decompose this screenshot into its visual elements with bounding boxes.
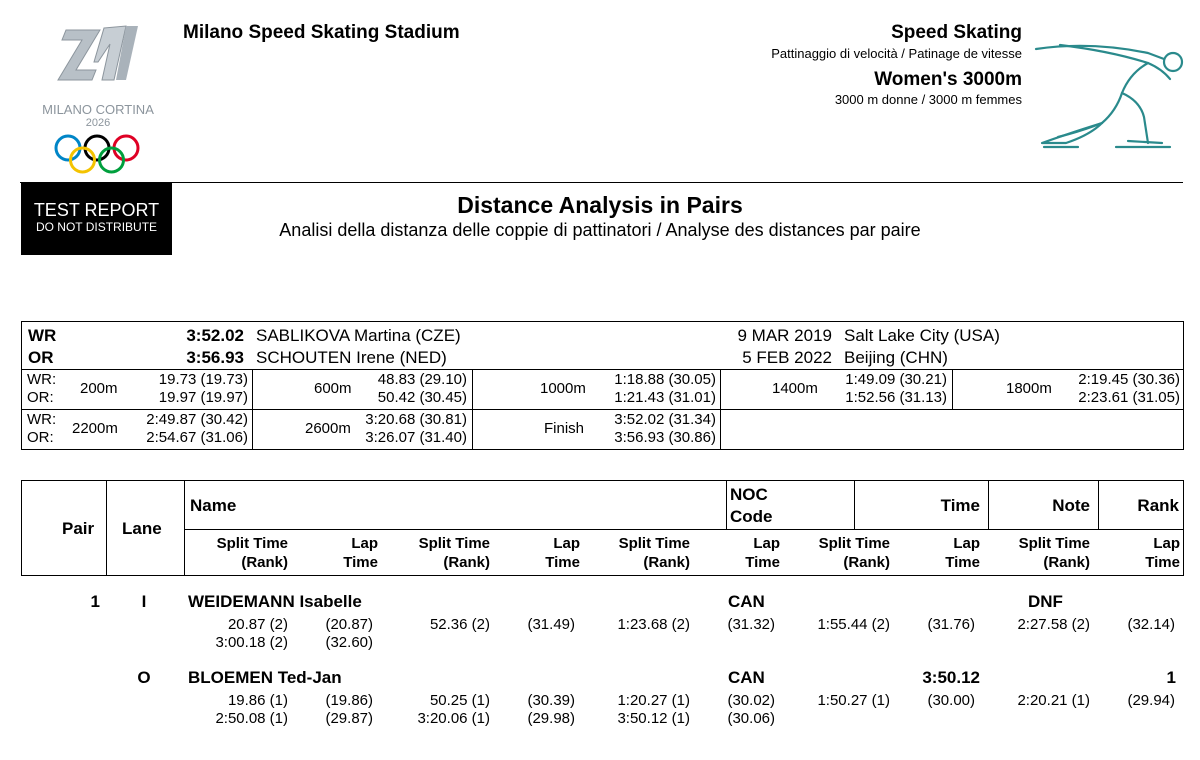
- lap-time: (32.60): [325, 634, 373, 651]
- split-or-label: OR:: [27, 389, 54, 406]
- col-lane: Lane: [122, 519, 162, 538]
- col-noc-line1: NOC: [730, 485, 768, 504]
- split-time: 1:23.68 (2): [617, 616, 690, 633]
- wr-time: 3:52.02: [186, 326, 244, 345]
- noc-code: CAN: [728, 592, 765, 611]
- logo-emblem: [28, 18, 168, 178]
- or-place: Beijing (CHN): [844, 348, 948, 367]
- split-wr-label: WR:: [27, 411, 57, 428]
- results-header: [21, 480, 1184, 576]
- logo-text: MILANO CORTINA: [42, 102, 154, 117]
- split-wr-label: WR:: [27, 371, 57, 388]
- split-time: 19.86 (1): [227, 692, 288, 709]
- split-or-value: 2:23.61 (31.05): [1078, 389, 1180, 406]
- olympic-rings-icon: [56, 136, 138, 172]
- lap-time: (29.94): [1127, 692, 1175, 709]
- header-divider: [20, 182, 1183, 183]
- split-wr-value: 2:49.87 (30.42): [146, 411, 248, 428]
- col-split-time: Split Time (Rank): [618, 535, 690, 571]
- event-subtitle: 3000 m donne / 3000 m femmes: [834, 92, 1022, 107]
- col-lap-time: Lap Time: [545, 535, 580, 571]
- badge-line-2: DO NOT DISTRIBUTE: [35, 220, 158, 234]
- col-noc-line2: Code: [730, 507, 773, 526]
- split-dist: 1800m: [1006, 380, 1052, 397]
- lap-time: (30.06): [727, 710, 775, 727]
- split-dist: 600m: [314, 380, 352, 397]
- col-name: Name: [190, 496, 237, 515]
- event-title: Women's 3000m: [874, 69, 1022, 90]
- split-wr-value: 1:49.09 (30.21): [845, 371, 947, 388]
- split-or-value: 3:56.93 (30.86): [614, 429, 716, 446]
- split-wr-value: 48.83 (29.10): [377, 371, 467, 388]
- or-date: 5 FEB 2022: [742, 348, 832, 367]
- col-lap-time: Lap Time: [1145, 535, 1180, 571]
- sport-subtitle: Pattinaggio di velocità / Patinage de vitesse: [771, 46, 1022, 61]
- col-pair: Pair: [62, 519, 95, 538]
- or-time: 3:56.93: [186, 348, 244, 367]
- sport-title: Speed Skating: [891, 22, 1022, 43]
- final-time: 3:50.12: [922, 668, 980, 687]
- lap-time: (30.00): [927, 692, 975, 709]
- split-wr-value: 1:18.88 (30.05): [614, 371, 716, 388]
- report-title: Distance Analysis in Pairs: [457, 192, 743, 218]
- logo-year: 2026: [85, 117, 111, 129]
- wr-place: Salt Lake City (USA): [844, 326, 1000, 345]
- split-or-value: 19.97 (19.97): [158, 389, 248, 406]
- milano-cortina-logo: [28, 18, 168, 178]
- col-split-time: Split Time (Rank): [1018, 535, 1090, 571]
- split-or-value: 1:52.56 (31.13): [845, 389, 947, 406]
- rank: 1: [1166, 668, 1176, 687]
- col-split-time: Split Time (Rank): [418, 535, 490, 571]
- col-lap-time: Lap Time: [343, 535, 378, 571]
- report-subtitle: Analisi della distanza delle coppie di pattinatori / Analyse des distances par paire: [279, 220, 921, 240]
- split-time: 20.87 (2): [227, 616, 288, 633]
- split-dist: 200m: [80, 380, 118, 397]
- lap-time: (31.76): [927, 616, 975, 633]
- test-report-badge: [21, 183, 172, 255]
- split-time: 1:50.27 (1): [817, 692, 890, 709]
- lap-time: (30.02): [727, 692, 775, 709]
- noc-code: CAN: [728, 668, 765, 687]
- wr-holder: SABLIKOVA Martina (CZE): [256, 326, 461, 345]
- lap-time: (29.87): [325, 710, 373, 727]
- lap-time: (31.49): [527, 616, 575, 633]
- lap-time: (31.32): [727, 616, 775, 633]
- records-box: [21, 321, 1184, 450]
- split-or-value: 1:21.43 (31.01): [614, 389, 716, 406]
- col-note: Note: [1052, 496, 1090, 515]
- event-info: [771, 22, 1022, 107]
- or-label: OR: [28, 348, 54, 367]
- col-time: Time: [940, 496, 980, 515]
- pair-number: 1: [90, 592, 100, 611]
- split-or-value: 3:26.07 (31.40): [365, 429, 467, 446]
- split-dist: 1400m: [772, 380, 818, 397]
- split-time: 1:55.44 (2): [817, 616, 890, 633]
- split-time: 2:50.08 (1): [215, 710, 288, 727]
- split-time: 3:50.12 (1): [617, 710, 690, 727]
- split-or-value: 2:54.67 (31.06): [146, 429, 248, 446]
- col-split-time: Split Time (Rank): [818, 535, 890, 571]
- split-time: 1:20.27 (1): [617, 692, 690, 709]
- split-wr-value: 3:20.68 (30.81): [365, 411, 467, 428]
- split-dist: 2200m: [72, 420, 118, 437]
- split-dist: 1000m: [540, 380, 586, 397]
- col-split-time: Split Time (Rank): [216, 535, 288, 571]
- badge-line-1: TEST REPORT: [33, 200, 160, 220]
- split-time: 2:27.58 (2): [1017, 616, 1090, 633]
- split-dist: 2600m: [305, 420, 351, 437]
- split-time: 2:20.21 (1): [1017, 692, 1090, 709]
- lap-time: (32.14): [1127, 616, 1175, 633]
- split-wr-value: 19.73 (19.73): [158, 371, 248, 388]
- split-time: 52.36 (2): [429, 616, 490, 633]
- split-dist: Finish: [544, 420, 585, 437]
- lane: O: [137, 668, 151, 687]
- col-lap-time: Lap Time: [945, 535, 980, 571]
- skater-name: WEIDEMANN Isabelle: [188, 592, 362, 611]
- col-noc: [730, 484, 773, 528]
- split-time: 3:20.06 (1): [417, 710, 490, 727]
- wr-date: 9 MAR 2019: [737, 326, 832, 345]
- skater-name: BLOEMEN Ted-Jan: [188, 668, 342, 687]
- col-rank: Rank: [1137, 496, 1179, 515]
- or-holder: SCHOUTEN Irene (NED): [256, 348, 447, 367]
- lap-time: (30.39): [527, 692, 575, 709]
- split-time: 50.25 (1): [429, 692, 490, 709]
- lap-time: (20.87): [325, 616, 373, 633]
- speed-skater-icon: [1030, 35, 1190, 155]
- lap-time: (29.98): [527, 710, 575, 727]
- wr-label: WR: [28, 326, 57, 345]
- note: DNF: [1028, 592, 1063, 611]
- lap-time: (19.86): [325, 692, 373, 709]
- split-or-value: 50.42 (30.45): [377, 389, 467, 406]
- split-wr-value: 3:52.02 (31.34): [614, 411, 716, 428]
- split-time: 3:00.18 (2): [215, 634, 288, 651]
- lane: I: [141, 592, 147, 611]
- split-wr-value: 2:19.45 (30.36): [1078, 371, 1180, 388]
- venue-name: Milano Speed Skating Stadium: [183, 22, 460, 43]
- split-or-label: OR:: [27, 429, 54, 446]
- col-lap-time: Lap Time: [745, 535, 780, 571]
